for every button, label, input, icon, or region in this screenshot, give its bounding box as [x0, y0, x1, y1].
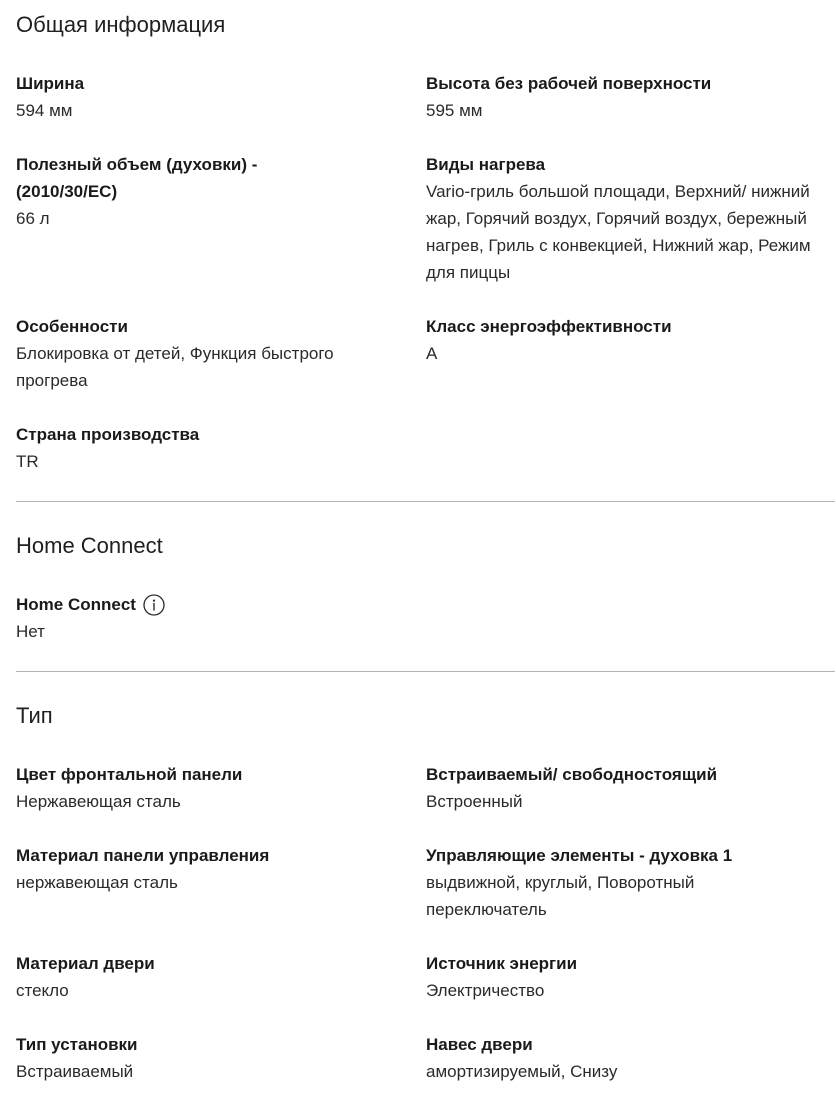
spec-label: Навес двери: [426, 1035, 533, 1054]
spec-item-built-in: [426, 761, 836, 842]
spec-label: Материал двери: [16, 954, 155, 973]
spec-item-volume: [16, 151, 426, 313]
spec-value: 595 мм: [426, 101, 483, 120]
spec-grid: [16, 761, 836, 1112]
section-title: Тип: [16, 703, 53, 728]
spec-grid: [16, 591, 836, 671]
section-title: Home Connect: [16, 533, 163, 558]
spec-label: Полезный объем (духовки) - (2010/30/EC): [16, 155, 258, 201]
spec-item-heating-modes: [426, 151, 836, 313]
spec-item-door-hinge: [426, 1031, 836, 1112]
spec-label: Виды нагрева: [426, 155, 546, 174]
section-title: Общая информация: [16, 12, 226, 37]
spec-value: нержавеющая сталь: [16, 873, 178, 892]
spec-item-energy-source: [426, 950, 836, 1031]
section-general-info: [16, 0, 836, 501]
spec-value: Vario-гриль большой площади, Верхний/ нижний жар, Горячий воздух, Горячий воздух, бережный нагрев, Гриль с конвекцией, Нижний жар, Режим для пиццы: [426, 182, 811, 282]
spec-label: Цвет фронтальной панели: [16, 765, 243, 784]
spec-value: выдвижной, круглый, Поворотный переключатель: [426, 873, 695, 919]
spec-value: 594 мм: [16, 101, 73, 120]
spec-value: Электричество: [426, 981, 545, 1000]
spec-item-home-connect: [16, 591, 426, 671]
spec-grid: [16, 70, 836, 501]
spec-label: Ширина: [16, 74, 85, 93]
spec-label: Страна производства: [16, 425, 200, 444]
spec-value: Встраиваемый: [16, 1062, 134, 1081]
spec-item-panel-material: [16, 842, 426, 950]
spec-item-installation-type: [16, 1031, 426, 1112]
section-home-connect: [16, 502, 836, 671]
spec-value: амортизируемый, Снизу: [426, 1062, 618, 1081]
spec-label: Класс энергоэффективности: [426, 317, 672, 336]
spec-label: Материал панели управления: [16, 846, 270, 865]
info-icon[interactable]: [143, 594, 165, 616]
spec-value: Нет: [16, 622, 45, 641]
spec-value: стекло: [16, 981, 69, 1000]
spec-label: Особенности: [16, 317, 128, 336]
spec-label: Источник энергии: [426, 954, 578, 973]
spec-label: Встраиваемый/ свободностоящий: [426, 765, 718, 784]
spec-item-width: [16, 70, 426, 151]
spec-item-country: [16, 421, 426, 501]
spec-item-front-color: [16, 761, 426, 842]
spec-item-energy-class: [426, 313, 836, 421]
spec-item-features: [16, 313, 426, 421]
spec-label-row: [16, 591, 396, 618]
spec-item-controls: [426, 842, 836, 950]
spec-value: TR: [16, 452, 39, 471]
spec-label: Home Connect: [16, 595, 136, 614]
spec-value: Блокировка от детей, Функция быстрого прогрева: [16, 344, 334, 390]
spec-item-door-material: [16, 950, 426, 1031]
spec-label: Высота без рабочей поверхности: [426, 74, 712, 93]
spec-value: 66 л: [16, 209, 50, 228]
spec-label: Тип установки: [16, 1035, 138, 1054]
spec-label: Управляющие элементы - духовка 1: [426, 846, 733, 865]
spec-value: A: [426, 344, 438, 363]
spec-item-height: [426, 70, 836, 151]
spec-value: Встроенный: [426, 792, 523, 811]
section-type: [16, 672, 836, 1112]
spec-value: Нержавеющая сталь: [16, 792, 181, 811]
